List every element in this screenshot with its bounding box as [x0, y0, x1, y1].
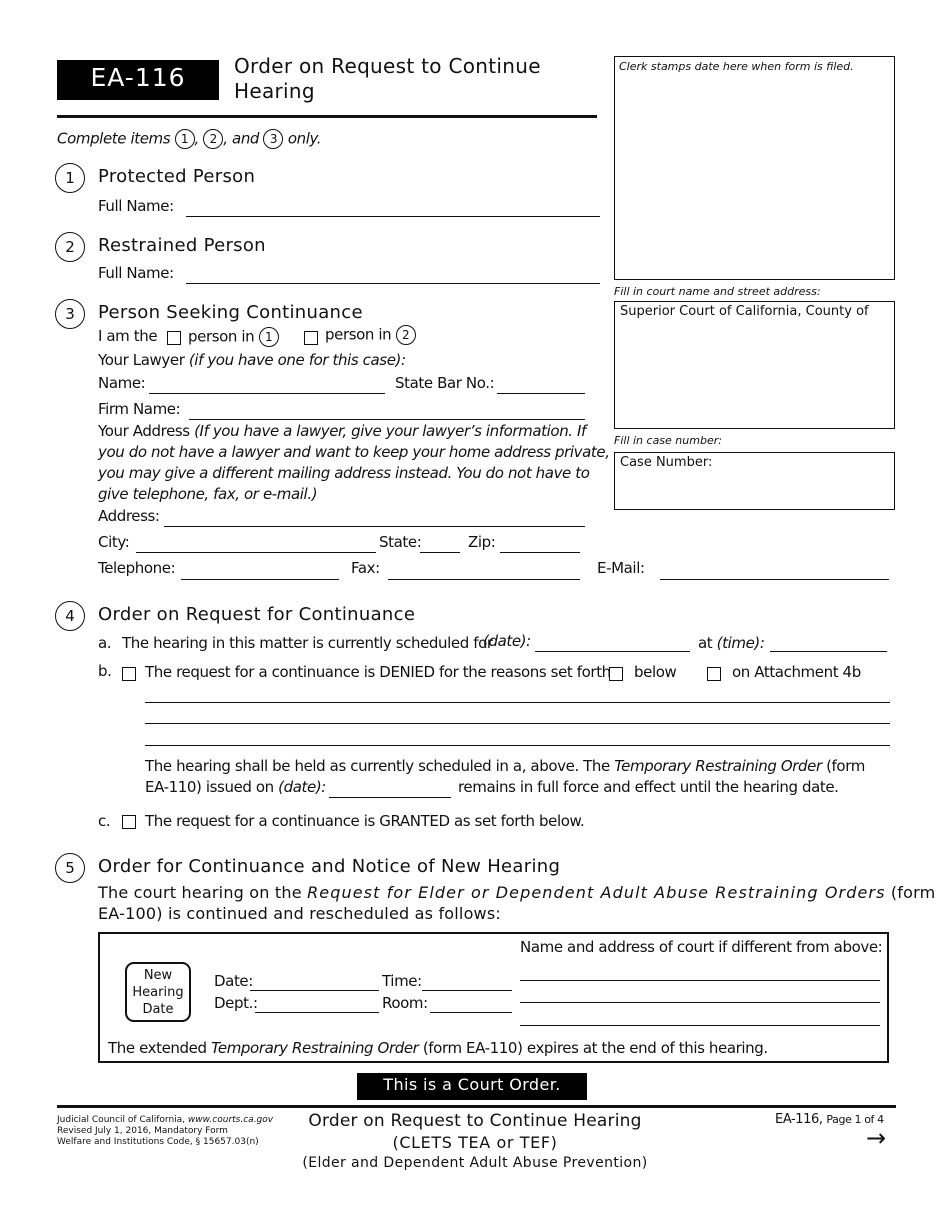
section-3-heading: Person Seeking Continuance	[98, 302, 363, 323]
lawyer-name-field[interactable]	[149, 393, 385, 394]
denial-note-2a	[145, 778, 326, 796]
section-5-number: 5	[55, 853, 85, 883]
other-court-heading: Name and address of court if different from above:	[520, 938, 883, 956]
court-order-text: This is a Court Order.	[383, 1075, 561, 1094]
denied-checkbox[interactable]	[122, 667, 136, 681]
denial-note-line-1	[145, 757, 865, 775]
section-2-heading: Restrained Person	[98, 235, 266, 256]
denial-note-2b: (date):	[278, 778, 326, 796]
email-field[interactable]	[660, 579, 889, 580]
section-4-number: 4	[55, 601, 85, 631]
tro-expires-b: Temporary Restraining Order	[210, 1039, 419, 1057]
item-4c-letter: c.	[98, 812, 111, 830]
form-title-line1: Order on Request to Continue	[234, 54, 541, 78]
badge-line-3: Date	[142, 1002, 174, 1017]
city-label: City:	[98, 533, 130, 551]
new-time-label: Time:	[382, 972, 422, 990]
lawyer-label	[98, 351, 406, 369]
section-3-number: 3	[55, 299, 85, 329]
address-note-3: you may give a different mailing address instead. You do not have to	[98, 464, 590, 482]
footer-council: Judicial Council of California,	[57, 1115, 186, 1125]
ref-section-1: 1	[259, 327, 279, 347]
person-in-label-b: person in	[325, 325, 392, 344]
instructions-prefix: Complete items	[57, 129, 171, 148]
other-court-line-3[interactable]	[520, 1025, 880, 1026]
fax-label: Fax:	[351, 559, 380, 577]
footer-form-id: EA-116,	[775, 1112, 823, 1127]
state-bar-label: State Bar No.:	[395, 374, 495, 392]
hearing-time-field[interactable]	[770, 651, 887, 652]
footer-website: www.courts.ca.gov	[187, 1115, 274, 1125]
badge-line-1: New	[143, 968, 173, 983]
item-4a-date-label: (date):	[483, 632, 531, 650]
ref-item-3: 3	[263, 129, 283, 149]
tro-issued-date-field[interactable]	[329, 797, 451, 798]
denied-text: The request for a continuance is DENIED for the reasons set forth	[145, 663, 611, 681]
city-field[interactable]	[136, 552, 376, 553]
restrained-full-name-field[interactable]	[186, 283, 600, 284]
address-note-1: (If you have a lawyer, give your lawyer’s information. If	[194, 422, 586, 440]
granted-text: The request for a continuance is GRANTED as set forth below.	[145, 812, 585, 830]
footer-title: Order on Request to Continue Hearing	[308, 1111, 642, 1131]
new-time-field[interactable]	[422, 990, 512, 991]
your-address-label: Your Address	[98, 422, 190, 440]
attachment-4b-label: on Attachment 4b	[732, 663, 861, 681]
item-4a-at: at	[698, 634, 713, 652]
denial-note-1c: (form	[826, 757, 865, 775]
granted-checkbox[interactable]	[122, 815, 136, 829]
section-4-heading: Order on Request for Continuance	[98, 604, 416, 625]
section-5-p1c: (form	[890, 883, 936, 902]
clerk-stamp-box[interactable]	[614, 56, 895, 280]
address-label: Address:	[98, 507, 160, 525]
firm-name-label: Firm Name:	[98, 400, 181, 418]
zip-field[interactable]	[500, 552, 580, 553]
new-dept-label: Dept.:	[214, 994, 258, 1012]
instructions-sep2: , and	[223, 129, 260, 148]
hearing-date-field[interactable]	[535, 651, 690, 652]
tro-expires-c: (form EA-110) expires at the end of this hearing.	[422, 1039, 768, 1057]
instructions	[57, 129, 321, 149]
state-field[interactable]	[420, 552, 460, 553]
other-court-line-2[interactable]	[520, 1002, 880, 1003]
person-in-2-label	[325, 325, 416, 345]
denial-note-1a: The hearing shall be held as currently scheduled in a, above. The	[145, 757, 610, 775]
denial-reason-line-3[interactable]	[145, 745, 890, 746]
address-note-4: give telephone, fax, or e-mail.)	[98, 485, 318, 503]
court-name-box[interactable]	[614, 301, 895, 429]
item-4b-letter: b.	[98, 662, 112, 680]
denial-note-1b: Temporary Restraining Order	[614, 757, 822, 775]
case-fill-label: Fill in case number:	[614, 434, 722, 447]
i-am-the-label: I am the	[98, 327, 158, 345]
denial-reason-line-2[interactable]	[145, 723, 890, 724]
section-1-heading: Protected Person	[98, 166, 256, 187]
address-note-2: you do not have a lawyer and want to keep your home address private,	[98, 443, 610, 461]
reasons-below-checkbox[interactable]	[609, 667, 623, 681]
attachment-4b-checkbox[interactable]	[707, 667, 721, 681]
next-page-arrow-icon[interactable]: →	[866, 1124, 886, 1152]
footer-clets: (CLETS TEA or TEF)	[392, 1133, 558, 1152]
person-in-2-checkbox[interactable]	[304, 331, 318, 345]
other-court-line-1[interactable]	[520, 980, 880, 981]
header-rule	[57, 115, 597, 118]
section-2-number: 2	[55, 232, 85, 262]
new-dept-field[interactable]	[255, 1012, 379, 1013]
section-5-heading: Order for Continuance and Notice of New Hearing	[98, 856, 561, 877]
item-4a-time-label: (time):	[716, 634, 765, 652]
person-in-label-a: person in	[188, 327, 255, 346]
footer-left-3: Welfare and Institutions Code, § 15657.03(n)	[57, 1137, 259, 1147]
form-id: EA-116	[90, 63, 186, 92]
person-in-1-label	[188, 327, 279, 347]
footer-rule	[57, 1105, 896, 1108]
protected-full-name-field[interactable]	[186, 216, 600, 217]
your-address-intro	[98, 422, 586, 440]
section-5-p1a: The court hearing on the	[98, 883, 302, 902]
person-in-1-checkbox[interactable]	[167, 331, 181, 345]
item-4a-text: The hearing in this matter is currently scheduled for	[122, 634, 493, 652]
lawyer-name-label: Name:	[98, 374, 146, 392]
court-box-text: Superior Court of California, County of	[620, 304, 869, 319]
tro-expires-note	[108, 1039, 768, 1057]
new-date-field[interactable]	[250, 990, 379, 991]
item-4a-at-label	[698, 634, 765, 652]
lawyer-label-text: Your Lawyer	[98, 351, 185, 369]
instructions-sep1: ,	[194, 129, 199, 148]
footer-subtitle: (Elder and Dependent Adult Abuse Prevention)	[302, 1155, 648, 1171]
lawyer-note: (if you have one for this case):	[188, 351, 406, 369]
denial-note-2c: remains in full force and effect until the hearing date.	[458, 778, 839, 796]
new-room-field[interactable]	[430, 1012, 512, 1013]
case-number-label: Case Number:	[620, 455, 713, 470]
section-1-number: 1	[55, 163, 85, 193]
address-field[interactable]	[164, 526, 585, 527]
instructions-suffix: only.	[287, 129, 322, 148]
ref-item-1: 1	[175, 129, 195, 149]
telephone-field[interactable]	[181, 579, 339, 580]
footer-left-2: Revised July 1, 2016, Mandatory Form	[57, 1126, 228, 1136]
state-label: State:	[379, 533, 422, 551]
badge-line-2: Hearing	[132, 985, 184, 1000]
restrained-full-name-label: Full Name:	[98, 264, 174, 282]
denial-note-2a-text: EA-110) issued on	[145, 778, 274, 796]
section-5-paragraph-2: EA-100) is continued and rescheduled as follows:	[98, 904, 501, 923]
state-bar-field[interactable]	[497, 393, 585, 394]
ref-section-2: 2	[396, 325, 416, 345]
new-date-label: Date:	[214, 972, 253, 990]
section-5-paragraph-1	[98, 883, 935, 902]
section-5-p1b: Request for Elder or Dependent Adult Abuse Restraining Orders	[307, 883, 886, 902]
new-hearing-date-badge	[125, 962, 191, 1022]
tro-expires-a: The extended	[108, 1039, 207, 1057]
zip-label: Zip:	[468, 533, 496, 551]
clerk-note: Clerk stamps date here when form is filed.	[619, 60, 854, 73]
ref-item-2: 2	[203, 129, 223, 149]
protected-full-name-label: Full Name:	[98, 197, 174, 215]
firm-name-field[interactable]	[189, 419, 585, 420]
footer-left-1	[57, 1115, 273, 1126]
fax-field[interactable]	[388, 579, 580, 580]
reasons-below-label: below	[634, 663, 677, 681]
denial-reason-line-1[interactable]	[145, 702, 890, 703]
email-label: E-Mail:	[597, 559, 645, 577]
item-4a-letter: a.	[98, 634, 112, 652]
form-title-line2: Hearing	[234, 79, 315, 103]
telephone-label: Telephone:	[98, 559, 176, 577]
footer-page-number: Page 1 of 4	[826, 1113, 884, 1126]
court-fill-label: Fill in court name and street address:	[614, 285, 821, 298]
new-room-label: Room:	[382, 994, 428, 1012]
